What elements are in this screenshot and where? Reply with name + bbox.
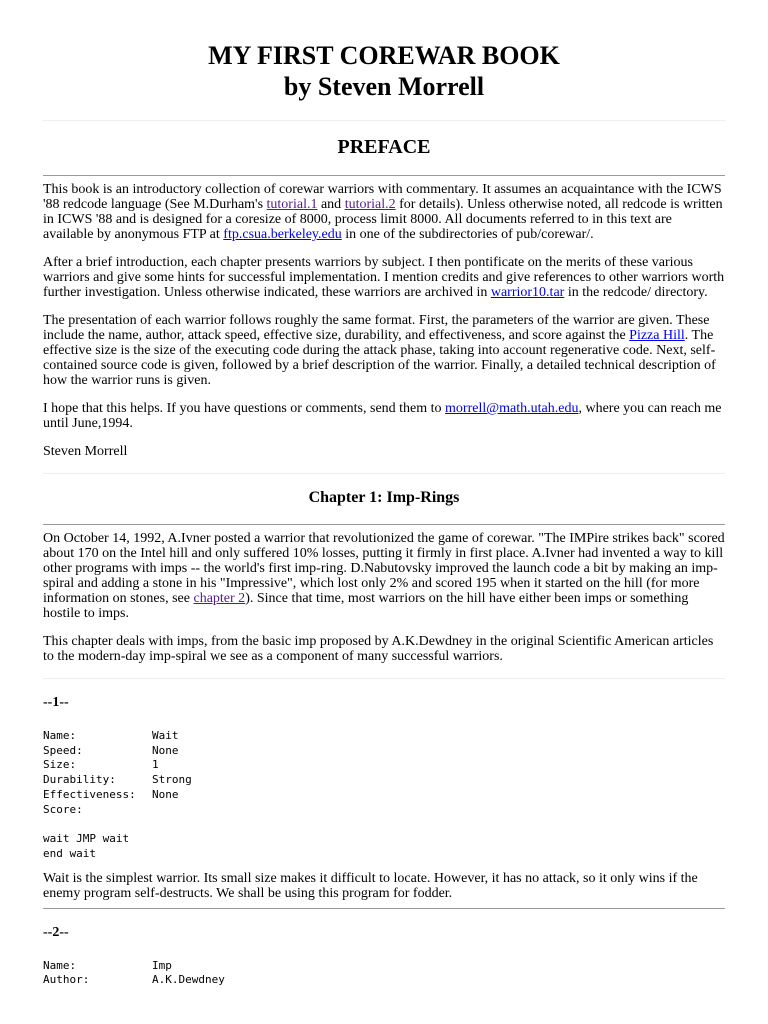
ftp-link[interactable]: ftp.csua.berkeley.edu — [223, 227, 342, 242]
book-title — [43, 0, 725, 102]
tutorial-1-link[interactable]: tutorial.1 — [266, 197, 318, 212]
book-title-line1: MY FIRST COREWAR BOOK — [208, 41, 560, 70]
email-link[interactable]: morrell@math.utah.edu — [445, 401, 579, 416]
divider — [43, 678, 725, 679]
warrior-2-parameters — [43, 959, 725, 988]
divider — [43, 908, 725, 909]
warrior-1-description: Wait is the simplest warrior. Its small size makes it difficult to locate. However, it has no attack, so it only wins if the enemy program self-destructs. We shall be using this program for fodder. — [43, 870, 698, 901]
parameter-row: Speed: None — [43, 743, 179, 757]
tutorial-2-link[interactable]: tutorial.2 — [344, 197, 396, 212]
parameter-row: Size: 1 — [43, 758, 159, 772]
preface-paragraph-2: After a brief introduction, each chapter presents warriors by subject. I then pontificate on the merits of these various warriors and give some hints for successful implementation. I mention credits and give references to other warriors worth further investigation. Unless otherwise indicated, these warriors are archived in warrior10.tar in the redcode/ directory. — [43, 255, 725, 300]
parameter-row: Author: A.K.Dewdney — [43, 973, 225, 987]
preface-paragraph-1: This book is an introductory collection of corewar warriors with commentary. It assumes an acquaintance with the ICWS '88 redcode language (See M.Durham's tutorial.1 and tutorial.2 for details). Unless otherwise noted, all redcode is written in ICWS '88 and is designed for a coresize of 8000, process limit 8000. All documents referred to in this text are available by anonymous FTP at ftp.csua.berkeley.edu in one of the subdirectories of pub/corewar/. — [43, 182, 723, 242]
preface-signature: Steven Morrell — [43, 444, 128, 459]
parameter-row: Durability: Strong — [43, 773, 192, 787]
warrior-1-parameters — [43, 729, 725, 817]
chapter-2-link[interactable]: chapter 2 — [193, 591, 246, 606]
warrior-2-heading: --2-- — [43, 924, 69, 940]
parameter-row: Name: Imp — [43, 958, 172, 972]
preface-heading: PREFACE — [337, 136, 431, 158]
parameter-row: Score: — [43, 802, 83, 816]
chapter-1-heading: Chapter 1: Imp-Rings — [308, 489, 460, 506]
code-line: wait JMP wait — [43, 832, 130, 846]
code-line: end wait — [43, 846, 96, 860]
preface-paragraph-4: I hope that this helps. If you have questions or comments, send them to morrell@math.utah.edu, where you can reach me until June,1994. — [43, 401, 722, 431]
warrior10-tar-link[interactable]: warrior10.tar — [490, 285, 565, 300]
divider — [43, 524, 725, 525]
chapter-1-paragraph-1: On October 14, 1992, A.Ivner posted a warrior that revolutionized the game of corewar. "The IMPire strikes back" scored about 170 on the Intel hill and only suffered 10% losses, putting it firmly in first place. A.Ivner had invented a way to kill other programs with imps -- the world's first imp-ring. D.Nabutovsky improved the launch code a bit by making an imp-spiral and adding a stone in his "Impressive", which lost only 2% and scored 195 when it started on the hill (for more information on stones, see chapter 2). Since that time, most warriors on the hill have either been imps or something hostile to imps. — [43, 531, 725, 621]
divider — [43, 473, 725, 474]
divider — [43, 120, 725, 121]
book-title-author: by Steven Morrell — [283, 72, 485, 101]
chapter-1-paragraph-2: This chapter deals with imps, from the basic imp proposed by A.K.Dewdney in the original Scientific American articles to the modern-day imp-spiral we see as a component of many successful warriors. — [43, 634, 714, 664]
preface-paragraph-3: The presentation of each warrior follows roughly the same format. First, the parameters of the warrior are given. These include the name, author, attack speed, effective size, durability, and effectiveness, and score against the Pizza Hill. The effective size is the size of the executing code during the attack phase, taking into account regenerative code. Next, self-contained source code is given, followed by a brief description of the warrior. Finally, a detailed technical description of how the warrior runs is given. — [43, 313, 716, 388]
parameter-row: Effectiveness: None — [43, 787, 179, 801]
pizza-hill-link[interactable]: Pizza Hill — [629, 328, 685, 343]
warrior-1-heading: --1-- — [43, 695, 69, 710]
warrior-1-source-code — [43, 832, 725, 861]
divider — [43, 175, 725, 176]
parameter-row: Name: Wait — [43, 729, 179, 742]
